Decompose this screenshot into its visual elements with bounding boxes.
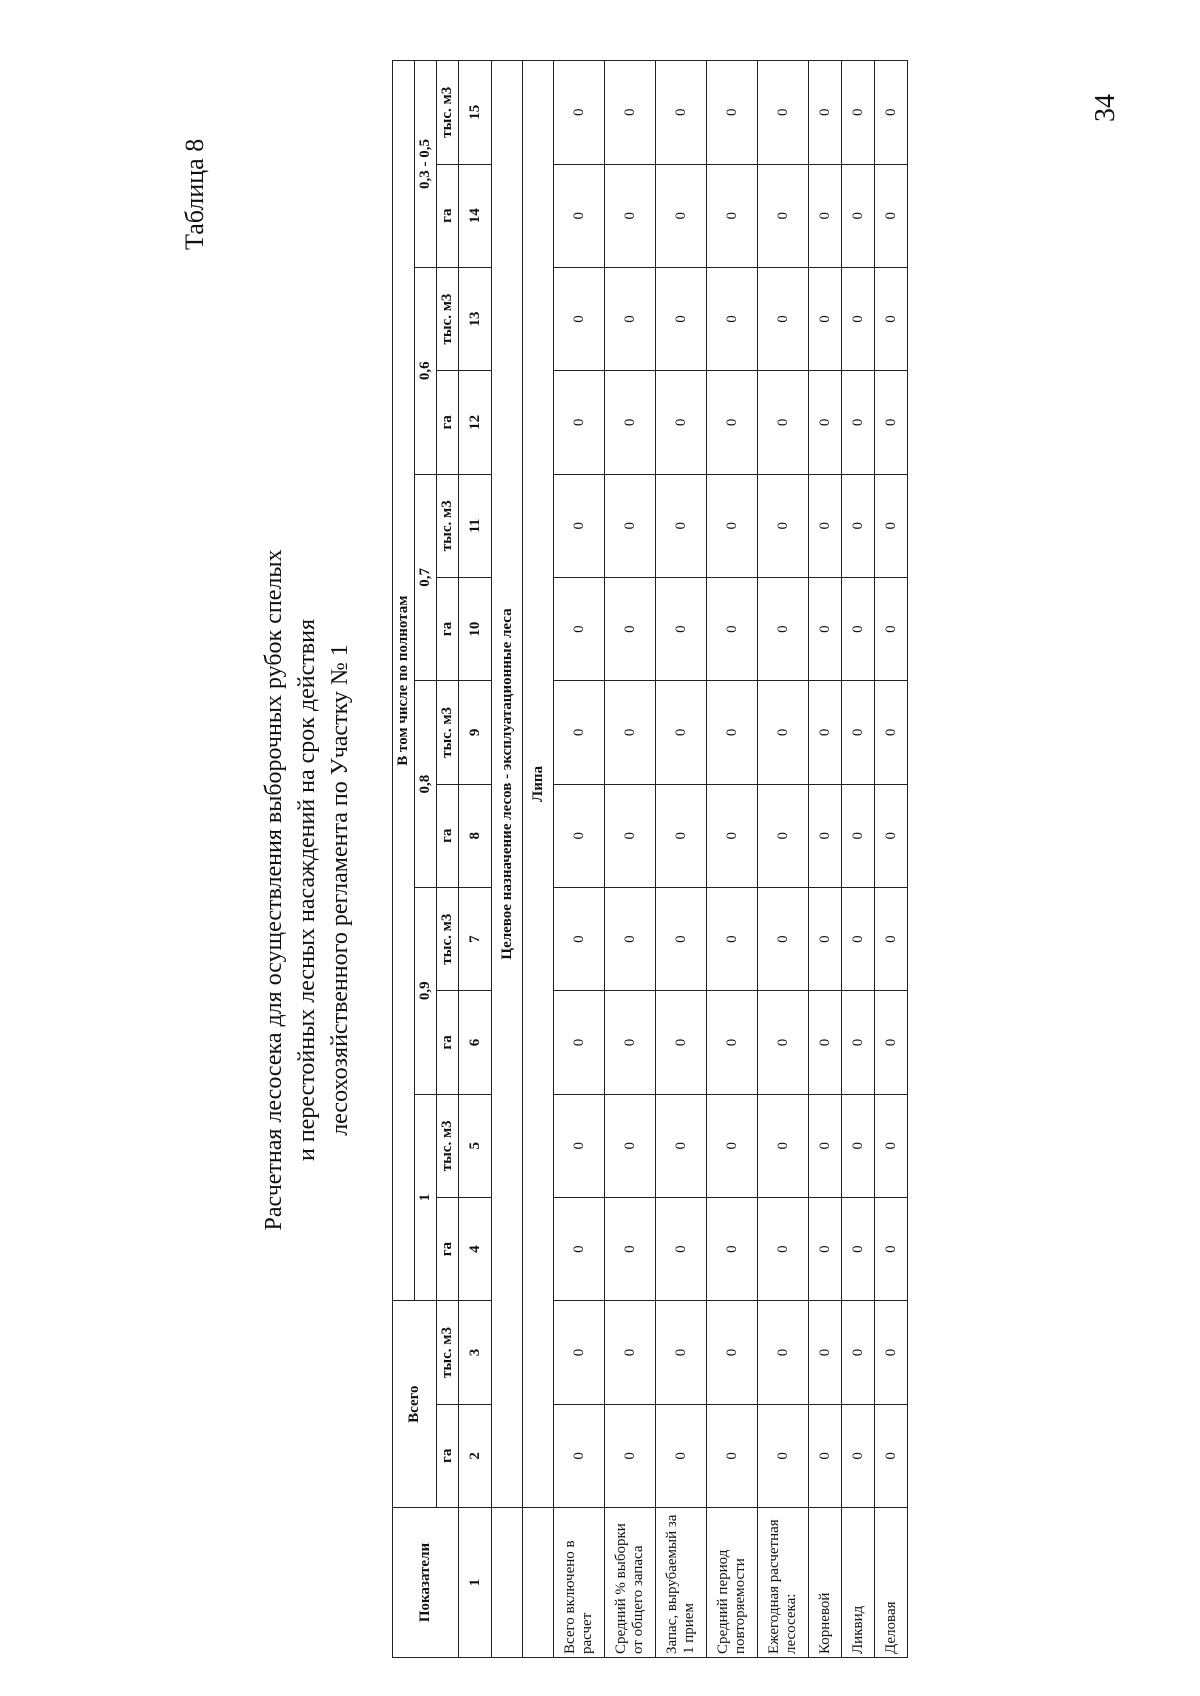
column-number: 15 [459,61,492,165]
table-cell: 0 [554,164,605,267]
table-cell: 0 [656,61,707,165]
table-cell: 0 [656,164,707,267]
table-cell: 0 [758,681,809,784]
table-cell: 0 [605,1301,656,1404]
column-number: 13 [459,267,492,370]
table-cell: 0 [656,474,707,577]
row-label: Средний % выборки от общего запаса [605,1508,656,1658]
unit-ha: га [437,991,459,1094]
table-cell: 0 [656,784,707,887]
table-cell: 0 [809,991,842,1094]
density-group-header: 0,7 [415,474,437,681]
table-cell: 0 [656,267,707,370]
row-label: Ежегодная расчетная лесосека: [758,1508,809,1658]
unit-ha: га [437,164,459,267]
table-cell: 0 [554,1404,605,1507]
table-cell: 0 [656,1197,707,1300]
column-number: 1 [459,1508,492,1658]
table-cell: 0 [656,991,707,1094]
table-cell: 0 [707,1404,758,1507]
unit-thous-m3: тыс. м3 [437,1094,459,1197]
column-number: 12 [459,371,492,474]
table-cell: 0 [554,61,605,165]
table-cell: 0 [707,577,758,680]
column-number: 3 [459,1301,492,1404]
unit-thous-m3: тыс. м3 [437,681,459,784]
table-cell: 0 [809,784,842,887]
column-number: 6 [459,991,492,1094]
table-cell: 0 [842,784,875,887]
table-cell: 0 [875,1094,908,1197]
unit-ha: га [437,1404,459,1507]
table-cell: 0 [707,1197,758,1300]
column-number: 8 [459,784,492,887]
section-spacer [523,1508,554,1658]
table-cell: 0 [842,681,875,784]
table-cell: 0 [707,61,758,165]
table-cell: 0 [605,267,656,370]
table-cell: 0 [758,577,809,680]
table-row [554,61,605,1658]
table-cell: 0 [707,1301,758,1404]
unit-ha: га [437,371,459,474]
table-cell: 0 [656,1301,707,1404]
table-cell: 0 [809,1404,842,1507]
table-cell: 0 [605,1094,656,1197]
table-cell: 0 [656,371,707,474]
table-cell: 0 [809,1301,842,1404]
table-cell: 0 [875,577,908,680]
table-cell: 0 [656,577,707,680]
column-number: 14 [459,164,492,267]
column-number: 11 [459,474,492,577]
table-row [656,61,707,1658]
table-cell: 0 [809,681,842,784]
table-cell: 0 [875,1404,908,1507]
table-row [842,61,875,1658]
table-cell: 0 [809,577,842,680]
table-cell: 0 [554,1094,605,1197]
table-cell: 0 [875,887,908,990]
table-cell: 0 [842,1301,875,1404]
table-cell: 0 [554,1301,605,1404]
row-label: Деловая [875,1508,908,1658]
table-cell: 0 [809,371,842,474]
header-by-density: В том числе по полнотам [393,61,415,1301]
table-cell: 0 [707,784,758,887]
density-group-header: 0,3 - 0,5 [415,61,437,268]
table-cell: 0 [605,1197,656,1300]
table-cell: 0 [707,474,758,577]
unit-thous-m3: тыс. м3 [437,474,459,577]
table-cell: 0 [809,164,842,267]
table-row [605,61,656,1658]
table-cell: 0 [707,1094,758,1197]
table-cell: 0 [605,371,656,474]
table-cell: 0 [605,991,656,1094]
table-cell: 0 [809,1094,842,1197]
table-cell: 0 [875,1301,908,1404]
table-cell: 0 [809,474,842,577]
table-cell: 0 [758,1094,809,1197]
table-row [875,61,908,1658]
table-row [707,61,758,1658]
table-cell: 0 [758,61,809,165]
table-cell: 0 [554,474,605,577]
table-cell: 0 [842,991,875,1094]
density-group-header: 0,6 [415,267,437,474]
page-number: 34 [1090,94,1121,122]
table-cell: 0 [656,1094,707,1197]
table-row [758,61,809,1658]
table-cell: 0 [707,267,758,370]
title-line: Расчетная лесосека для осуществления выборочных рубок спелых [261,549,287,1231]
table-cell: 0 [842,577,875,680]
unit-ha: га [437,1197,459,1300]
unit-thous-m3: тыс. м3 [437,887,459,990]
table-cell: 0 [605,474,656,577]
table-cell: 0 [605,681,656,784]
table-cell: 0 [605,887,656,990]
column-number: 7 [459,887,492,990]
rotated-page [30,30,1150,1690]
table-cell: 0 [656,887,707,990]
table-cell: 0 [758,1404,809,1507]
header-indicators: Показатели [393,1508,459,1658]
table-cell: 0 [875,784,908,887]
table-cell: 0 [656,1404,707,1507]
title-line: и перестойных лесных насаждений на срок действия [294,619,320,1162]
calculation-table [392,60,908,1658]
table-cell: 0 [809,1197,842,1300]
table-cell: 0 [758,1197,809,1300]
table-cell: 0 [875,474,908,577]
table-cell: 0 [554,577,605,680]
row-label: Средний период повторяемости [707,1508,758,1658]
table-cell: 0 [707,991,758,1094]
table-cell: 0 [842,887,875,990]
table-cell: 0 [842,164,875,267]
column-number: 5 [459,1094,492,1197]
table-cell: 0 [605,61,656,165]
table-cell: 0 [809,61,842,165]
table-cell: 0 [875,1197,908,1300]
density-group-header: 0,8 [415,681,437,888]
table-row [809,61,842,1658]
density-group-header: 1 [415,1094,437,1301]
table-cell: 0 [758,887,809,990]
table-cell: 0 [875,267,908,370]
table-cell: 0 [758,474,809,577]
table-cell: 0 [842,1404,875,1507]
table-cell: 0 [554,267,605,370]
table-cell: 0 [554,681,605,784]
table-cell: 0 [554,887,605,990]
table-cell: 0 [554,1197,605,1300]
table-cell: 0 [605,1404,656,1507]
table-cell: 0 [875,371,908,474]
table-cell: 0 [554,784,605,887]
table-cell: 0 [842,1197,875,1300]
table-cell: 0 [875,991,908,1094]
table-cell: 0 [605,577,656,680]
table-cell: 0 [842,267,875,370]
table-cell: 0 [758,371,809,474]
unit-thous-m3: тыс. м3 [437,1301,459,1404]
table-cell: 0 [875,681,908,784]
table-cell: 0 [842,61,875,165]
table-cell: 0 [809,267,842,370]
table-cell: 0 [554,991,605,1094]
column-number: 9 [459,681,492,784]
table-cell: 0 [875,164,908,267]
row-label: Корневой [809,1508,842,1658]
row-label: Ликвид [842,1508,875,1658]
table-cell: 0 [605,164,656,267]
unit-thous-m3: тыс. м3 [437,267,459,370]
unit-thous-m3: тыс. м3 [437,61,459,165]
table-cell: 0 [605,784,656,887]
header-total: Всего [393,1301,437,1508]
table-cell: 0 [842,474,875,577]
table-cell: 0 [758,164,809,267]
table-cell: 0 [875,61,908,165]
table-cell: 0 [707,164,758,267]
column-number: 2 [459,1404,492,1507]
table-cell: 0 [656,681,707,784]
density-group-header: 0,9 [415,887,437,1094]
table-cell: 0 [707,681,758,784]
section-species: Липа [523,61,554,1508]
table-cell: 0 [707,371,758,474]
table-cell: 0 [758,784,809,887]
table-cell: 0 [758,1301,809,1404]
row-label: Запас, вырубаемый за 1 прием [656,1508,707,1658]
unit-ha: га [437,577,459,680]
table-cell: 0 [842,371,875,474]
table-label: Таблица 8 [180,138,209,250]
section-spacer [492,1508,523,1658]
column-number: 10 [459,577,492,680]
table-cell: 0 [554,371,605,474]
title-line: лесохозяйственного регламента по Участку № 1 [327,644,353,1136]
section-purpose: Целевое назначение лесов - эксплуатационные леса [492,61,523,1508]
table-title [258,440,357,1340]
table-cell: 0 [758,991,809,1094]
table-cell: 0 [707,887,758,990]
table-cell: 0 [758,267,809,370]
unit-ha: га [437,784,459,887]
table-cell: 0 [809,887,842,990]
column-number: 4 [459,1197,492,1300]
table-cell: 0 [842,1094,875,1197]
row-label: Всего включено в расчет [554,1508,605,1658]
